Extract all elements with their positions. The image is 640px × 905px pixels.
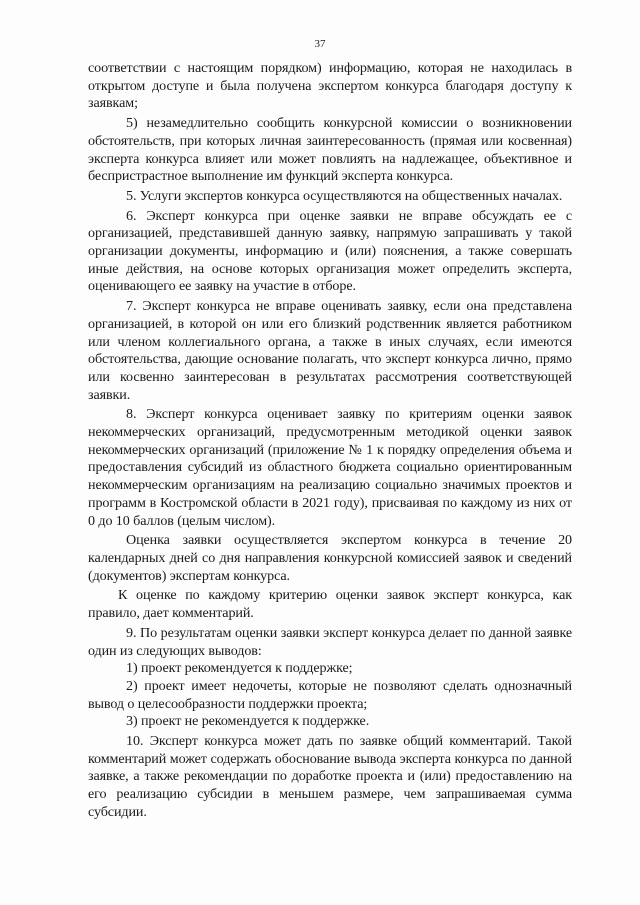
paragraph-section-7: 7. Эксперт конкурса не вправе оценивать заявку, если она представлена организацией, в которой он или его близкий родственник является работником или членом коллегиального органа, а также в иных случаях, если имеются обстоятельства, дающие основание полагать, что эксперт конкурса лично, прямо или косвенно заинтересован в результатах рассмотрения соответствующей заявки. xyxy=(88,298,572,403)
page-number: 37 xyxy=(314,38,326,50)
paragraph-section-8: 8. Эксперт конкурса оценивает заявку по критериям оценки заявок некоммерческих организаций, предусмотренным методикой оценки заявок некоммерческих организаций (приложение № 1 к порядку определения объема и предоставления субсидий из областного бюджета социально ориентированным некоммерческим организациям на реализацию социально значимых проектов и программ в Костромской области в 2021 году), присваивая по каждому из них от 0 до 10 баллов (целым числом). xyxy=(88,406,572,529)
paragraph-evaluation-term: Оценка заявки осуществляется экспертом конкурса в течение 20 календарных дней со дня направления конкурсной комиссией заявок и сведений (документов) экспертам конкурса. xyxy=(88,532,572,584)
conclusion-option-3: 3) проект не рекомендуется к поддержке. xyxy=(126,713,370,730)
paragraph-section-5: 5. Услуги экспертов конкурса осуществляются на общественных началах. xyxy=(126,187,563,204)
paragraph-continuation: соответствии с настоящим порядком) информацию, которая не находилась в открытом доступе и была получена экспертом конкурса благодаря доступу к заявкам; xyxy=(88,60,572,112)
paragraph-section-6: 6. Эксперт конкурса при оценке заявки не вправе обсуждать ее с организацией, представившей данную заявку, напрямую запрашивать у такой организации документы, информацию и (или) пояснения, а также совершать иные действия, на основе которых организация может определить эксперта, оценивающего ее заявку на участие в отборе. xyxy=(88,207,572,295)
paragraph-item-5-obligation: 5) незамедлительно сообщить конкурсной комиссии о возникновении обстоятельств, при которых личная заинтересованность (прямая или косвенная) эксперта конкурса влияет или может повлиять на надлежащее, объективное и беспристрастное выполнение им функций эксперта конкурса. xyxy=(88,115,572,185)
paragraph-comment-note: К оценке по каждому критерию оценки заявок эксперт конкурса, как правило, дает комментарий. xyxy=(88,587,572,622)
conclusion-option-1: 1) проект рекомендуется к поддержке; xyxy=(126,660,353,677)
conclusion-option-2: 2) проект имеет недочеты, которые не позволяют сделать однозначный вывод о целесообразности поддержки проекта; xyxy=(88,677,572,712)
paragraph-section-9: 9. По результатам оценки заявки эксперт конкурса делает по данной заявке один из следующих выводов: xyxy=(88,624,572,659)
paragraph-section-10: 10. Эксперт конкурса может дать по заявке общий комментарий. Такой комментарий может содержать обоснование вывода эксперта конкурса по данной заявке, а также рекомендации по доработке проекта и (или) предоставлению на его реализацию субсидии в меньшем размере, чем запрашиваемая сумма субсидии. xyxy=(88,733,572,820)
document-body xyxy=(88,60,572,822)
